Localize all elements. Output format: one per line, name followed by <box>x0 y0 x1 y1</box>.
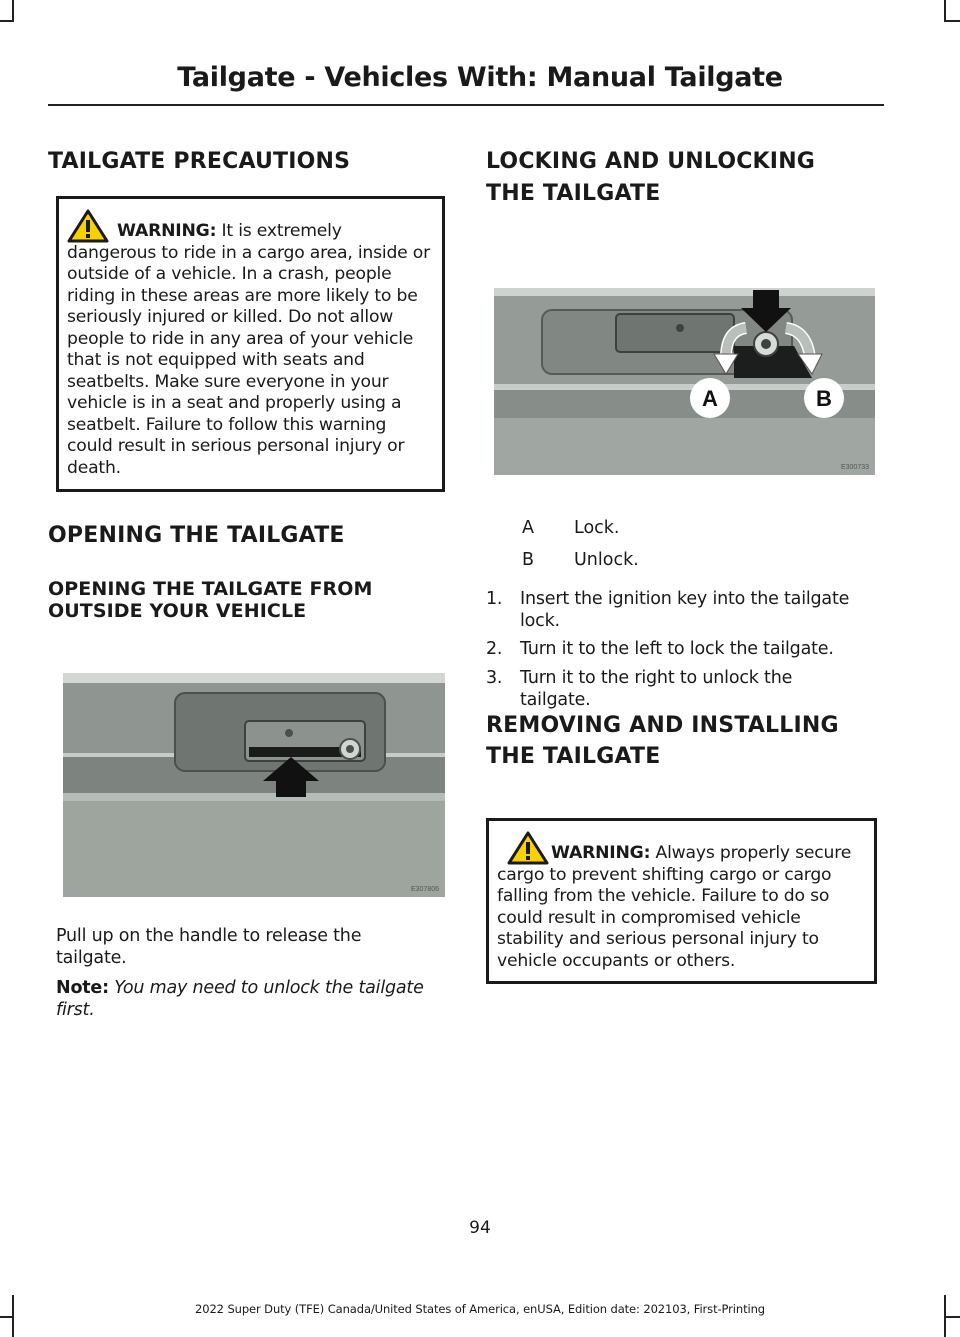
legend-value: Lock. <box>574 518 620 538</box>
warning-box-removing <box>486 818 877 984</box>
legend-key: A <box>522 518 534 538</box>
legend-row-a <box>522 517 619 539</box>
crop-mark <box>944 1316 960 1318</box>
page-number: 94 <box>469 1218 491 1238</box>
photo-code: E307806 <box>410 886 439 893</box>
step-number: 3. <box>486 668 503 688</box>
precautions-heading: TAILGATE PRECAUTIONS <box>48 149 351 174</box>
warning-triangle-icon <box>507 831 549 865</box>
step-1 <box>486 589 876 633</box>
step-number: 1. <box>486 589 503 609</box>
locking-heading-line1: LOCKING AND UNLOCKING <box>486 149 816 174</box>
warning-label: WARNING: <box>551 843 651 863</box>
tailgate-lock-photo <box>494 288 875 475</box>
opening-subheading-line1: OPENING THE TAILGATE FROM <box>48 578 373 600</box>
step-text: Turn it to the left to lock the tailgate. <box>520 639 834 659</box>
legend-row-b <box>522 549 639 571</box>
legend-key: B <box>522 550 535 570</box>
note-paragraph <box>56 978 446 1021</box>
footer-text: 2022 Super Duty (TFE) Canada/United States of America, enUSA, Edition date: 202103, First-Printing <box>195 1302 765 1316</box>
step-2 <box>486 639 876 661</box>
crop-mark <box>944 0 946 22</box>
photo-code: E300733 <box>840 464 869 471</box>
warning-box-precautions <box>56 196 445 492</box>
crop-mark <box>12 0 14 22</box>
warning-label: WARNING: <box>117 221 217 241</box>
warning-triangle-icon <box>67 209 109 243</box>
removing-heading-line2: THE TAILGATE <box>486 744 661 769</box>
crop-mark <box>0 20 14 22</box>
opening-heading: OPENING THE TAILGATE <box>48 523 345 548</box>
step-text: Insert the ignition key into the tailgate lock. <box>520 589 850 631</box>
locking-heading-line2: THE TAILGATE <box>486 181 661 206</box>
legend-value: Unlock. <box>574 550 639 570</box>
note-text: You may need to unlock the tailgate first. <box>56 978 424 1020</box>
header-rule <box>48 104 884 106</box>
crop-mark <box>0 1316 14 1318</box>
callout-b-label: B <box>816 386 832 411</box>
callout-a-label: A <box>702 386 718 411</box>
tailgate-handle-photo <box>63 673 445 897</box>
pull-instruction: Pull up on the handle to release the tailgate. <box>56 926 362 968</box>
removing-heading-line1: REMOVING AND INSTALLING <box>486 713 839 738</box>
step-3 <box>486 668 876 712</box>
step-text: Turn it to the right to unlock the tailgate. <box>520 668 793 710</box>
warning-text: Always properly secure cargo to prevent shifting cargo or cargo falling from the vehicle. Failure to do so could result in compromised vehicle stability and serious personal injury to vehicle occupants or others. <box>497 843 852 971</box>
page-header-title: Tailgate - Vehicles With: Manual Tailgate <box>177 62 783 93</box>
opening-subheading-line2: OUTSIDE YOUR VEHICLE <box>48 600 307 622</box>
warning-text: It is extremely dangerous to ride in a cargo area, inside or outside of a vehicle. In a crash, people riding in these areas are more likely to be seriously injured or killed. Do not allow people to ride in any area of your vehicle that is not equipped with seats and seatbelts. Make sure everyone in your vehicle is in a seat and properly using a seatbelt. Failure to follow this warning could result in serious personal injury or death. <box>67 221 430 478</box>
note-label: Note: <box>56 978 109 998</box>
step-number: 2. <box>486 639 503 659</box>
crop-mark <box>944 20 960 22</box>
